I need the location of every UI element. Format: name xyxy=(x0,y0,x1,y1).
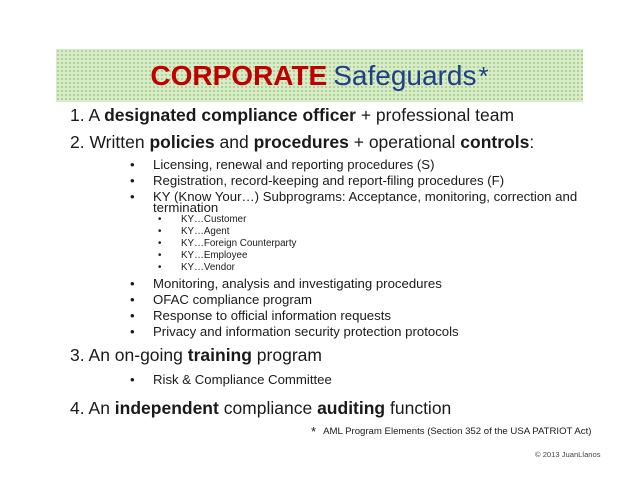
item-text: A designated compliance officer + professional team xyxy=(88,105,515,125)
bullet-icon: • xyxy=(130,276,135,291)
item-3 xyxy=(70,344,322,366)
bullet-icon: • xyxy=(158,226,162,237)
item-number: 2. xyxy=(70,132,85,152)
bullet-icon: • xyxy=(130,173,135,188)
slide: CORPORATE Safeguards* 1. A designated compliance officer + professional team 2. Written policies and procedures + operational controls: • Licensing, renewal and reporting procedures (S) • Registration, record-keeping and report-filing procedures (F) • KY (Know Your…) Subprograms: Acceptance, monitoring, correction and termination • KY…Customer • KY…Agent • KY…Foreign Counterparty • KY…Employee • KY…Vendor • Monitoring, analysis and investigating procedures • OFAC compliance program • Response to official information requests • Privacy and information security protection protocols 3. An on-going training program • Risk & Compliance Committee 4. An independent compliance auditing function * AML Program Elements (Section 352 of the USA PATRIOT Act) © 2013 JuanLlanos xyxy=(0,0,638,493)
title-emphasis: CORPORATE xyxy=(150,60,328,91)
item-4 xyxy=(70,397,451,419)
item-text: Written policies and procedures + operational controls: xyxy=(89,132,535,152)
copyright-notice: © 2013 JuanLlanos xyxy=(535,450,601,459)
item-text: An on-going training program xyxy=(88,345,322,365)
bullet-icon: • xyxy=(158,262,162,273)
title-asterisk: * xyxy=(478,61,489,91)
footnote-text: AML Program Elements (Section 352 of the USA PATRIOT Act) xyxy=(323,426,592,437)
title-text: Safeguards xyxy=(333,60,477,91)
bullet-icon: • xyxy=(130,372,135,387)
bullet-icon: • xyxy=(130,157,135,172)
item-number: 4. xyxy=(70,398,85,418)
bullet-icon: • xyxy=(130,292,135,307)
item-number: 1. xyxy=(70,105,85,125)
bullet-icon: • xyxy=(158,250,162,261)
bullet-icon: • xyxy=(130,308,135,323)
item-1 xyxy=(70,104,514,126)
item-number: 3. xyxy=(70,345,85,365)
bullet-icon: • xyxy=(130,324,135,339)
bullet-icon: • xyxy=(158,214,162,225)
title-banner xyxy=(56,49,583,102)
item-text: An independent compliance auditing function xyxy=(88,398,452,418)
slide-title xyxy=(56,61,583,91)
bullet-icon: • xyxy=(130,189,135,204)
bullet-icon: • xyxy=(158,238,162,249)
footnote xyxy=(311,424,591,439)
item-2 xyxy=(70,131,534,153)
footnote-asterisk: * xyxy=(311,424,317,439)
